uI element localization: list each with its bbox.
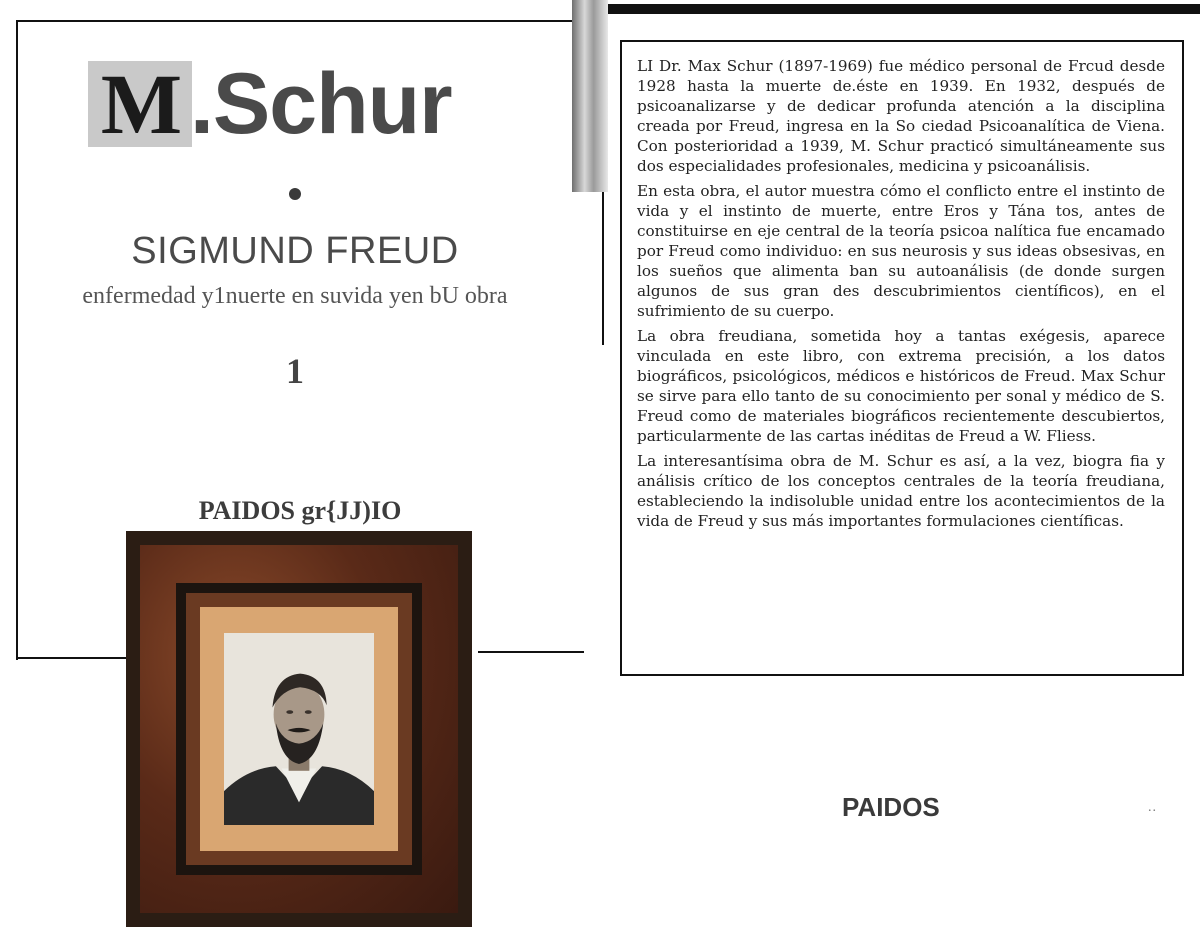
author-initial: M bbox=[88, 61, 192, 147]
bullet-separator bbox=[289, 188, 301, 200]
portrait-mat bbox=[200, 607, 398, 851]
blurb-paragraph-2: En esta obra, el autor muestra cómo el conflicto entre el instinto de vida y el instinto de muerte, entre Eros y Tána tos, antes de constituirse en eje central de la teoría psicoa nalítica fue encamado por Freud como individuo: en sus neurosis y sus ideas obsesivas, en los sueños que alimenta ban su autoanálisis (de donde surgen algunos de sus gran des descubrimientos científicos), en el sufrimiento de su cuerpo. bbox=[637, 182, 1165, 320]
book-subject: SIGMUND FREUD bbox=[131, 230, 459, 272]
cover-publisher: PAIDOS gr{JJ)IO bbox=[198, 496, 402, 525]
cover-top-rule bbox=[16, 20, 572, 22]
cover-bottom-rule-right bbox=[478, 651, 584, 653]
blurb-paragraph-3: La obra freudiana, sometida hoy a tantas exégesis, aparece vinculada en este libro, con extrema precisión, a los datos biográficos, psicológicos, médicos e históricos de Freud. Max Schur se sirve para ello tanto de su conocimiento per sonal y médico de S. Freud como de materiales biográficos recientemente descubiertos, particularmente de las cartas inéditas de Freud a W. Fliess. bbox=[637, 327, 1165, 445]
framed-portrait bbox=[126, 531, 472, 927]
cover-bottom-rule-left bbox=[16, 657, 126, 659]
cover-left-rule bbox=[16, 20, 18, 660]
corner-marks: .. bbox=[1148, 800, 1157, 815]
frame-inner bbox=[176, 583, 422, 875]
portrait-photo bbox=[224, 633, 374, 825]
author-title bbox=[88, 56, 452, 152]
cover-right-rule bbox=[602, 190, 604, 345]
spine-strip bbox=[572, 0, 608, 192]
back-blurb bbox=[637, 56, 1165, 536]
top-black-band bbox=[608, 4, 1200, 14]
book-subtitle: enfermedad y1nuerte en suvida yen bU obra bbox=[82, 283, 508, 309]
blurb-paragraph-4: La interesantísima obra de M. Schur es así, a la vez, biogra fia y análisis crítico de los conceptos centrales de la teoría freudiana, estableciendo la indisoluble unidad entre los acontecimientos de la vida de Freud y sus más importantes formulaciones científicas. bbox=[637, 452, 1165, 530]
back-publisher: PAIDOS bbox=[842, 792, 940, 822]
blurb-paragraph-1: LI Dr. Max Schur (1897-1969) fue médico personal de Frcud desde 1928 hasta la muerte de.éste en 1939. En 1932, después de psicoanalizarse y de dedicar profunda atención a la disciplina creada por Freud, ingresa en la So ciedad Psicoanalítica de Viena. Con posterioridad a 1939, M. Schur practicó simultáneamente sus dos especialidades profesionales, medicina y psicoanálisis. bbox=[637, 57, 1165, 175]
author-surname: .Schur bbox=[190, 56, 452, 152]
volume-number: 1 bbox=[286, 351, 304, 391]
